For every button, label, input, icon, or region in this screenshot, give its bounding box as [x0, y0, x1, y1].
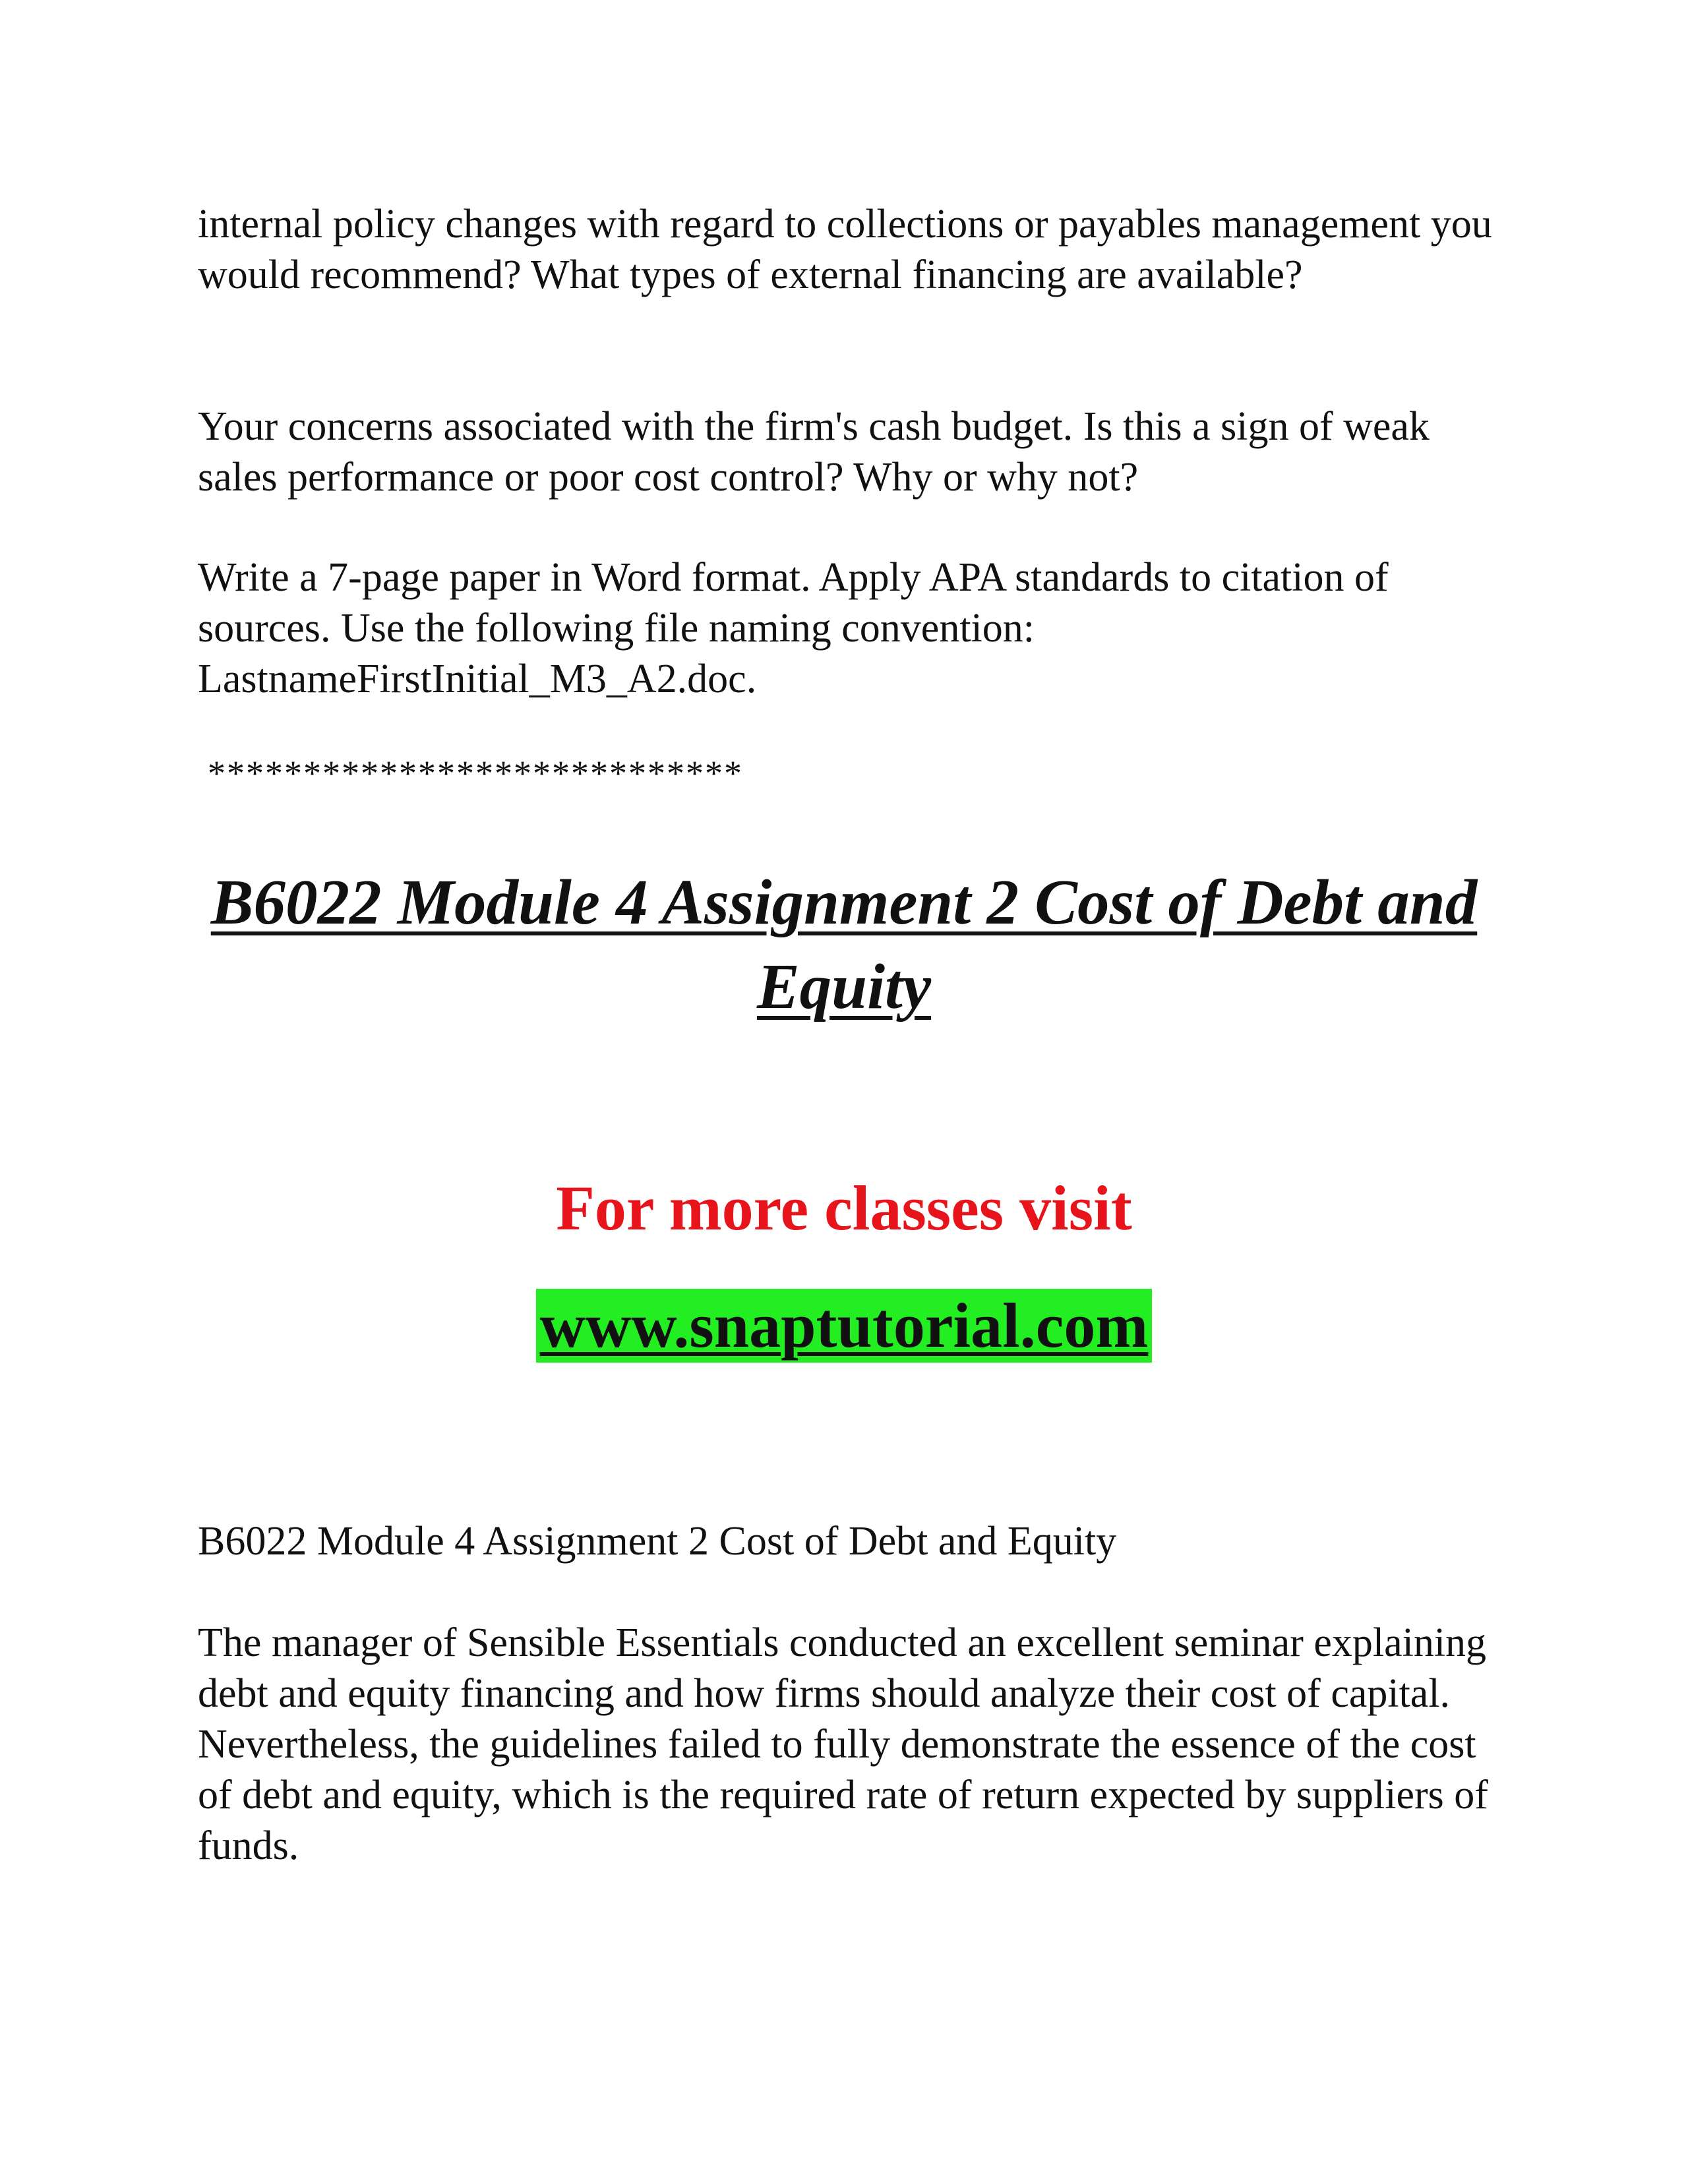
asterisk-separator: ****************************	[208, 753, 743, 793]
paragraph-submission-instructions: Write a 7-page paper in Word format. Apply APA standards to citation of sources. Use the following file naming convention: LastnameFirstInitial_M3_A2.doc.	[198, 555, 1389, 701]
promo-text: For more classes visit	[556, 1173, 1132, 1243]
paragraph-collections-question: internal policy changes with regard to collections or payables management you would recommend? What types of external financing are available?	[198, 202, 1492, 297]
module-title: B6022 Module 4 Assignment 2 Cost of Debt and Equity	[210, 867, 1478, 1022]
promo-link-container	[0, 1289, 1688, 1363]
section-heading: B6022 Module 4 Assignment 2 Cost of Debt and Equity	[198, 1519, 1117, 1564]
paragraph-cash-budget-concerns: Your concerns associated with the firm's cash budget. Is this a sign of weak sales performance or poor cost control? Why or why not?	[198, 404, 1430, 500]
paragraph-seminar-description: The manager of Sensible Essentials conducted an excellent seminar explaining debt and equity financing and how firms should analyze their cost of capital. Nevertheless, the guidelines failed to fully demonstrate the essence of the cost of debt and equity, which is the required rate of return expected by suppliers of funds.	[198, 1620, 1488, 1868]
snaptutorial-link[interactable]: www.snaptutorial.com	[536, 1289, 1153, 1363]
